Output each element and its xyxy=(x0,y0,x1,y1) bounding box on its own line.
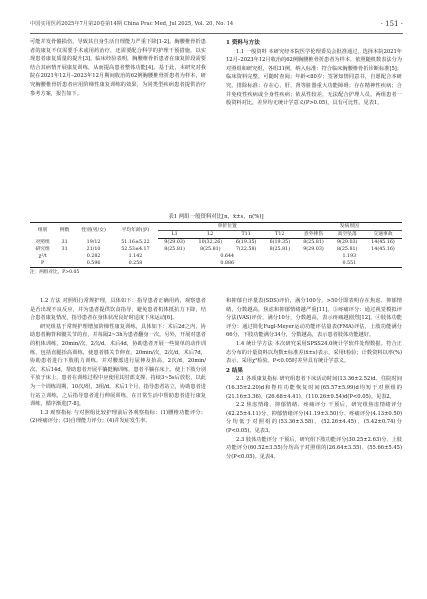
table-row xyxy=(30,260,402,268)
col-l2: L2 xyxy=(191,231,229,239)
results-title: 2 结果 xyxy=(226,367,244,374)
intro-paragraph: 可能并发骨骼损伤，导致其自身生活自理能力严重下降[1-2]。胸腰椎骨折患者的康复不仅需要手术或用药治疗，还需要配合科学的护理干预措施，以实现患者康复质量的提升[3]。临床经验表明，胸腰椎骨折患者在康复阶段需要结合其病情开展康复训练，从而提高患者整体功能[4]。基于此，本研究对我院在2021年12月–2023年12月期间收治的62例胸腰椎骨折患者为样本，研究胸腰椎骨折患者应用阶梯性康复训练的效果，为同类型疾病患者提供治疗参考方案，报告如下。 xyxy=(30,39,206,97)
col-sex: 性别(男/女) xyxy=(74,223,113,239)
cell-age: 52.53±4.17 xyxy=(121,247,150,252)
results-paragraph: 2.3 肢体功能评分 干预后，研究组下肢功能评分(30.25±2.63)分、上肢功能评分(60.52±3.55)分均高于对照组的(26.64±3.55)、(55.66±5.45)分(P<0.05)。见表4。 xyxy=(226,436,402,460)
cell-age: 1.142 xyxy=(128,254,143,259)
right-column-top xyxy=(226,38,402,108)
col-cause: 发病原因 xyxy=(297,223,402,231)
observation-paragraph: 1.3 观察指标 与对照组比较护理前后各观察指标：(1)腰椎功能评分；(2)疼痛评分；(3)自理能力评分；(4)并发症发生率。 xyxy=(30,409,206,425)
cell-traffic: 14(45.16) xyxy=(371,240,395,245)
cell-group: 对照组 xyxy=(35,239,50,245)
results-paragraph: 2.1 各项康复指标 研究组患者下床活动时间(13.36±2.52)d、住院时间(16.35±2.20)d和脊柱功能恢复时间(65.57±5.99)d均短于对照组的(21.16±3.36)、(26.68±4.41)、(110.26±9.54)d(P<0.05)。见表2。 xyxy=(226,376,402,400)
table-1 xyxy=(30,213,402,277)
cell-height-fall: 9(29.03) xyxy=(336,240,358,245)
cell-height-fall: 8(25.81) xyxy=(336,247,358,252)
cell-l2: 10(32.26) xyxy=(198,240,223,245)
body-paragraph: 和抑郁自评量表(SDS)评价，满分100分，>50分即表明存在焦虑、抑郁情绪，分数越高，焦虑和抑郁情绪越严重[11]。③疼痛评分：通过视觉模拟评分法(VAS)评价，满分10分，分数越高，表示疼痛越剧烈[12]。④肢体功能评分：通过简化Fugl-Meyer运动功能评估量表(FMA)评估，上肢功能满分66分，下肢功能满分34分，分数越高，表示患者肢体功能越好。 xyxy=(226,298,402,339)
cell-group: P xyxy=(30,260,55,268)
methods-paragraph: 1.2 方法 对照组行常规护理，具体如下：指导患者正确用药，观察患者是否出现不良反应，并为患者提供饮食指导，避免患者机体抵抗力下降，结合患者康复情况，指导患者在身体状况良好时适度下床运动[6]。 xyxy=(30,298,206,322)
col-t12: T12 xyxy=(263,231,297,239)
cell-n xyxy=(55,253,74,260)
section-title: 1 资料与方法 xyxy=(226,40,260,46)
cell-sex: 0.282 xyxy=(86,254,101,259)
page-number: · 151 · xyxy=(380,20,403,28)
col-height-fall: 高空坠落 xyxy=(330,231,364,239)
header-rule xyxy=(30,33,403,34)
cell-sex: 0.596 xyxy=(74,260,113,268)
cell-traffic: 14(45.16) xyxy=(371,247,395,252)
methods-paragraph: 研究组基于常规护理增加阶梯性康复训练，具体如下：术后2d之内，协助患者胸背和髋关节的直，并每隔2~3h为患者翻身一次。另外，开展对患者的机体训练，20min/次，2次/d。术后4d，协助患者开展一些简单的动作训练，包括直腿抬高训练，使患者膝关节伸直，20min/次，2次/d。术后7d，协助患者进行下肢肌力训练，并对腰部进行屈伸及抬高，2次/d，20min/次。术后14d，帮助患者开展平躺挺胸训练，患者平躺在床上，使上下肢分别平放于床上，患者在训练过程中应使用其肘部支撑，持续3~5s后放松，以此为一个训练周期，10次/组，3组/d。术后1个月，指导患者站立，协助患者进行站立训练，之后指导患者进行伸展训练，在日常生活中帮助患者进行康复训练，循序渐进[7-8]。 xyxy=(30,323,206,408)
cell-t12: 6(19.35) xyxy=(269,240,291,245)
general-data-paragraph: 1.1 一般资料 本研究经本院医学伦理委员会批准通过，选择本院2021年12月–2023年12月收治的62例胸腰椎骨折患者为样本，依照随机数表法分为对照组和研究组，各组31例，纳入标准：符合临床胸腰椎骨折诊断标准[5]；临床资料完整，可随时查阅；年龄<80岁；签署知情同意书，自愿配合本研究。排除标准：存在心、肝、肾等脏器重大功能障碍；存在精神性疾病；合并免疫性疾病或全身性疾病；依从性较差，无法配合护理人员。两组患者一般资料对比，差异均无统计学意义(P>0.05)，具有可比性。见表1。 xyxy=(226,48,402,107)
cell-group: 研究组 xyxy=(35,247,50,252)
table-note: 注：两组对比，P>0.05 xyxy=(30,270,80,275)
cell-age: 51.16±5.22 xyxy=(121,239,150,245)
cell-cause-stat: 1.193 xyxy=(342,254,357,259)
cell-t11: 7(22.58) xyxy=(235,247,257,252)
table-title: 表1 两组一般资料对比[n，x̄±s，n(%)] xyxy=(168,214,264,220)
col-age: 平均年龄(岁) xyxy=(113,223,158,239)
general-data-table xyxy=(30,222,402,268)
cell-cause-stat: 0.551 xyxy=(297,260,402,268)
cell-t12: 8(25.81) xyxy=(269,247,291,252)
col-group: 组别 xyxy=(30,223,55,239)
cell-n: 31 xyxy=(61,239,68,245)
cell-sex: 21/10 xyxy=(86,247,101,252)
col-traffic: 交通事故 xyxy=(364,231,402,239)
table-row xyxy=(30,253,402,260)
right-column-bottom xyxy=(226,297,402,461)
cell-age: 0.258 xyxy=(113,260,158,268)
cell-fracture-stat: 0.644 xyxy=(220,254,235,259)
cell-l2: 8(25.81) xyxy=(200,247,221,252)
cell-sex: 19/12 xyxy=(86,239,101,245)
cell-fracture-stat: 0.886 xyxy=(158,260,297,268)
results-paragraph: 2.2 焦虑情绪、抑郁情绪、疼痛评分 干预后，研究组焦虑情绪评分(42.25±4.11)分、抑郁情绪评分(41.19±3.50)分、疼痛评分(4.13±0.50)分均低于对照组的(53.36±3.58)、(52.26±4.45)、(5.42±0.74)分(P<0.05)。见表3。 xyxy=(226,402,402,434)
left-column-top xyxy=(30,38,206,98)
journal-citation: 中国实用医药2025年7月第20卷第14期 China Prac Med, Jul 2025, Vol. 20, No. 14 xyxy=(30,21,234,27)
cell-group: χ²/t xyxy=(38,254,47,259)
page-header xyxy=(30,18,403,30)
col-fall: 意外摔伤 xyxy=(297,231,331,239)
col-fracture-site: 骨折位置 xyxy=(158,223,297,231)
col-n: 例数 xyxy=(55,223,74,239)
left-column-bottom xyxy=(30,297,206,426)
cell-l1: 8(25.81) xyxy=(164,247,185,252)
cell-n: 31 xyxy=(61,247,68,252)
statistics-paragraph: 1.4 统计学方法 本次研究采用SPSS24.0统计学软件处理数据。符合正态分布的计量资料以均数±标准差(x̄±s)表示，采用t检验；计数资料以率(%)表示，采用χ²检验。P<0.05时差异具有统计学意义。 xyxy=(226,340,402,365)
cell-l1: 9(29.03) xyxy=(164,240,185,245)
table-row xyxy=(30,246,402,253)
col-t11: T11 xyxy=(229,231,263,239)
table-row xyxy=(30,239,402,247)
cell-n xyxy=(55,260,74,268)
cell-fall: 9(29.03) xyxy=(303,247,324,252)
col-l1: L1 xyxy=(158,231,192,239)
cell-t11: 6(19.35) xyxy=(235,240,257,245)
cell-fall: 8(25.81) xyxy=(303,240,324,245)
